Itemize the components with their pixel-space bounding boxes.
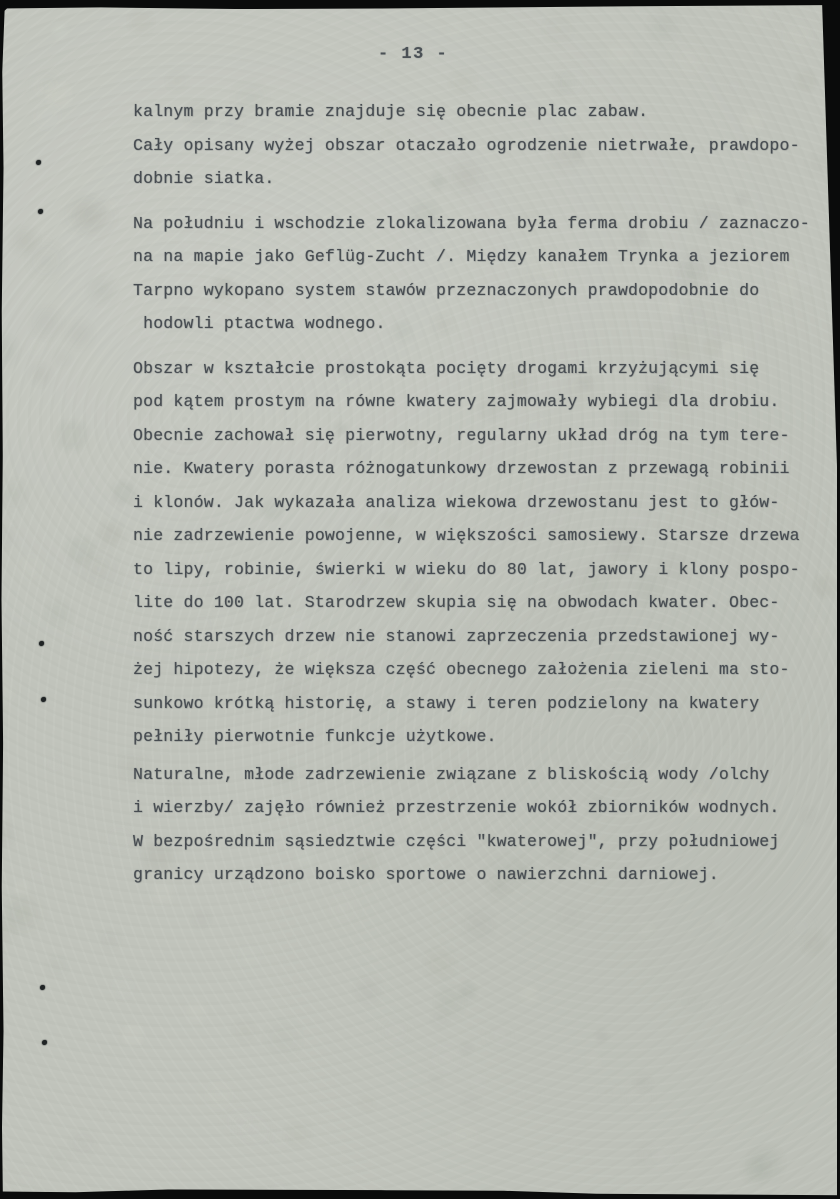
typewritten-line: sunkowo krótką historię, a stawy i teren podzielony na kwatery xyxy=(133,693,760,713)
ink-speck xyxy=(39,641,44,646)
typewritten-line: nie. Kwatery porasta różnogatunkowy drzewostan z przewagą robinii xyxy=(133,459,790,478)
paragraph xyxy=(133,207,833,341)
typewritten-line: żej hipotezy, że większa część obecnego założenia zieleni ma sto- xyxy=(133,660,790,679)
typewritten-line: W bezpośrednim sąsiedztwie części "kwaterowej", przy południowej xyxy=(133,831,780,851)
typewritten-line: i wierzby/ zajęło również przestrzenie wokół zbiorników wodnych. xyxy=(133,798,780,817)
paragraph xyxy=(133,129,833,196)
paragraph xyxy=(133,352,833,754)
typewritten-line: Naturalne, młode zadrzewienie związane z bliskością wody /olchy xyxy=(133,764,770,784)
paragraph xyxy=(133,95,833,129)
scan-border-left xyxy=(0,0,5,1199)
typewritten-line: hodowli ptactwa wodnego. xyxy=(133,314,386,333)
typewritten-line: ność starszych drzew nie stanowi zaprzeczenia przedstawionej wy- xyxy=(133,626,780,646)
typewritten-line: Na południu i wschodzie zlokalizowana była ferma drobiu / zaznaczo- xyxy=(133,213,810,233)
typewritten-line: to lipy, robinie, świerki w wieku do 80 lat, jawory i klony pospo- xyxy=(133,559,800,579)
typewritten-line: Obecnie zachował się pierwotny, regularny układ dróg na tym tere- xyxy=(133,425,790,445)
typewritten-line: i klonów. Jak wykazała analiza wiekowa drzewostanu jest to głów- xyxy=(133,492,780,512)
typewritten-line: lite do 100 lat. Starodrzew skupia się na obwodach kwater. Obec- xyxy=(133,593,780,612)
ink-speck xyxy=(40,985,45,990)
typewritten-line: pod kątem prostym na równe kwatery zajmowały wybiegi dla drobiu. xyxy=(133,392,780,411)
typewritten-line: Obszar w kształcie prostokąta pocięty drogami krzyżującymi się xyxy=(133,358,760,378)
ink-speck xyxy=(36,160,41,165)
paragraph xyxy=(133,758,833,892)
typewritten-line: na na mapie jako Geflüg-Zucht /. Między kanałem Trynka a jeziorem xyxy=(133,247,790,266)
typewritten-line: Tarpno wykopano system stawów przeznaczonych prawdopodobnie do xyxy=(133,280,760,300)
typewritten-line: pełniły pierwotnie funkcje użytkowe. xyxy=(133,727,497,746)
page-number: - 13 - xyxy=(378,45,449,64)
typewritten-line: granicy urządzono boisko sportowe o nawierzchni darniowej. xyxy=(133,865,719,884)
typewritten-line: dobnie siatka. xyxy=(133,169,275,188)
ink-speck xyxy=(38,209,43,214)
scan-border-bottom xyxy=(0,1189,840,1199)
scan-border-top xyxy=(0,0,840,9)
ink-speck xyxy=(41,697,46,702)
typewritten-line: Cały opisany wyżej obszar otaczało ogrodzenie nietrwałe, prawdopo- xyxy=(133,135,800,155)
document-body xyxy=(133,95,833,892)
typewritten-line: kalnym przy bramie znajduje się obecnie plac zabaw. xyxy=(133,102,649,121)
ink-speck xyxy=(42,1040,47,1045)
typewritten-line: nie zadrzewienie powojenne, w większości samosiewy. Starsze drzewa xyxy=(133,526,800,545)
